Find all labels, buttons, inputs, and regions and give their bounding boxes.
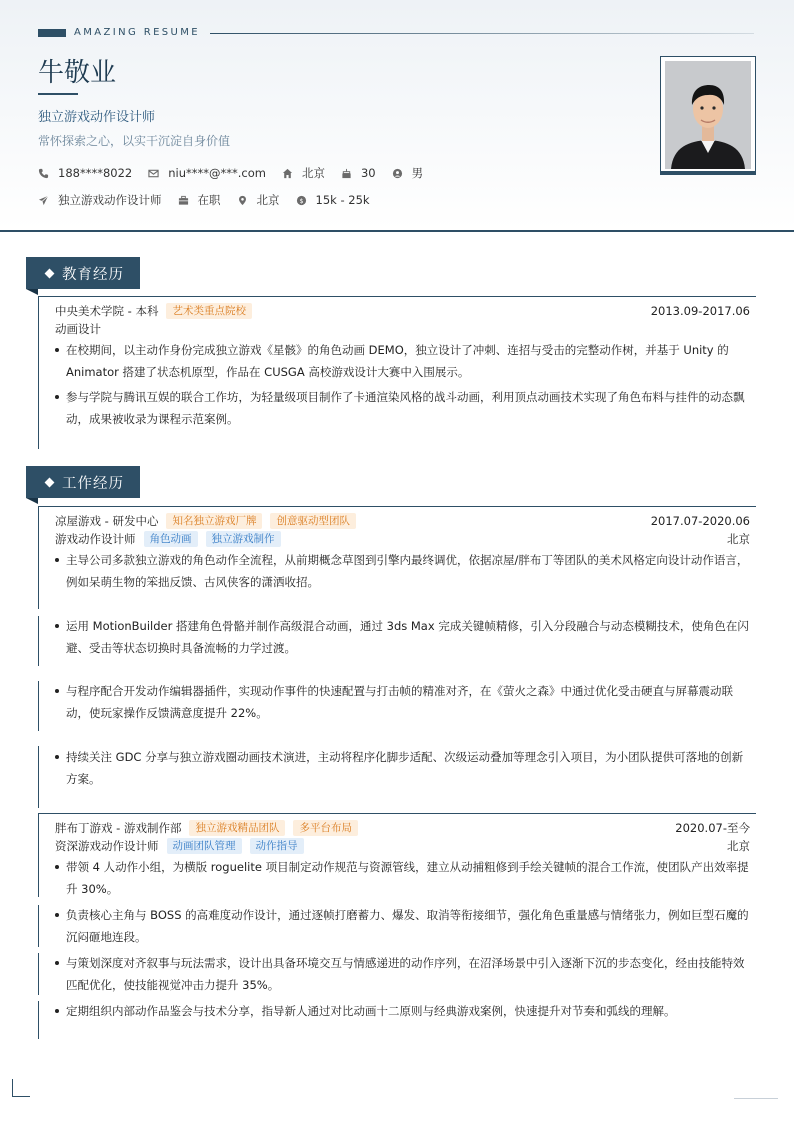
- company-name: 胖布丁游戏 - 游戏制作部: [55, 821, 182, 835]
- job-bullet: 运用 MotionBuilder 搭建角色骨骼并制作高级混合动画，通过 3ds Max 完成关键帧精修，引入分段融合与动态模糊技术，使角色在闪避、受击等状态切换时具备流畅的力学过渡。: [55, 615, 753, 659]
- salary-text: 15k - 25k: [315, 193, 370, 207]
- send-icon: [38, 195, 49, 206]
- gender-text: 男: [411, 166, 424, 180]
- job-role-row: [55, 838, 750, 854]
- age-text: 30: [360, 166, 376, 180]
- page-corner-line: [734, 1098, 778, 1099]
- residence-info: [282, 165, 325, 181]
- job-role-row: [55, 531, 750, 547]
- job-role: 游戏动作设计师: [55, 532, 136, 546]
- work-section-title: [26, 466, 140, 498]
- school-tag: 艺术类重点院校: [166, 303, 252, 319]
- education-timeline-line: [38, 296, 39, 449]
- home-icon: [282, 168, 293, 179]
- residence-text: 北京: [301, 166, 325, 180]
- job-bullet: 负责核心主角与 BOSS 的高难度动作设计，通过逐帧打磨蓄力、爆发、取消等衔接细节，强化角色重量感与情绪张力，例如巨型石魔的沉闷砸地连段。: [55, 904, 753, 948]
- job-timeline-line: [38, 746, 39, 808]
- job-date: 2017.07-2020.06: [650, 514, 750, 528]
- photo-frame-accent: [660, 171, 756, 175]
- intent-city-info: [237, 192, 280, 208]
- job-timeline-line: [38, 1001, 39, 1039]
- employment-status-info: [178, 192, 221, 208]
- job-block-border: [38, 506, 756, 507]
- phone-text: 188****8022: [58, 166, 133, 180]
- email-info: [148, 166, 266, 180]
- job-bullet: 与策划深度对齐叙事与玩法需求，设计出具备环境交互与情感递进的动作序列，在沼泽场景中引入逐渐下沉的步态变化，经由技能特效匹配优化，使技能视觉冲击力提升 35%。: [55, 952, 753, 996]
- candidate-name: 牛敬业: [38, 58, 117, 88]
- job-timeline-line: [38, 905, 39, 947]
- education-section-title: [26, 257, 140, 289]
- role-tag: 动画团队管理: [167, 838, 242, 854]
- major-row: [55, 321, 750, 337]
- tagline-divider: [210, 33, 754, 34]
- phone-icon: [38, 168, 49, 179]
- job-timeline-line: [38, 506, 39, 609]
- salary-info: [296, 193, 370, 207]
- company-tag: 独立游戏精品团队: [189, 820, 285, 836]
- school-name: 中央美术学院 - 本科: [55, 304, 159, 318]
- location-pin-icon: [237, 195, 248, 206]
- gender-info: [392, 165, 424, 181]
- job-bullet: 与程序配合开发动作编辑器插件，实现动作事件的快速配置与打击帧的精准对齐，在《萤火之森》中通过优化受击硬直与屏幕震动联动，使玩家操作反馈满意度提升 22%。: [55, 680, 753, 724]
- company-tag: 多平台布局: [293, 820, 358, 836]
- job-city: 北京: [727, 839, 750, 853]
- diamond-icon: [45, 477, 55, 487]
- education-block-border: [38, 296, 756, 297]
- job-timeline-line: [38, 953, 39, 995]
- job-role: 资深游戏动作设计师: [55, 839, 159, 853]
- major: 动画设计: [55, 322, 101, 336]
- profile-photo-frame: [660, 56, 756, 174]
- job-bullet: 主导公司多款独立游戏的角色动作全流程，从前期概念草图到引擎内最终调优，依据凉屋/胖布丁等团队的美术风格定向设计动作语言，例如呆萌生物的笨拙反馈、古风侠客的潇洒收招。: [55, 549, 753, 593]
- company-tag: 知名独立游戏厂牌: [166, 513, 262, 529]
- education-header-row: [55, 303, 750, 319]
- job-bullet: 定期组织内部动作品鉴会与技术分享，指导新人通过对比动画十二原则与经典游戏案例，快速提升对节奏和弧线的理解。: [55, 1000, 753, 1022]
- company-tag: 创意驱动型团队: [270, 513, 356, 529]
- ribbon-fold: [26, 289, 38, 295]
- contact-info-row: [38, 165, 439, 181]
- resume-header: [0, 0, 794, 232]
- age-info: [341, 166, 376, 180]
- profile-photo: [665, 61, 751, 169]
- education-bullet: 参与学院与腾讯互娱的联合工作坊，为轻量级项目制作了卡通渲染风格的战斗动画，利用顶点动画技术实现了角色布料与挂件的动态飘动，成果被收录为课程示范案例。: [55, 386, 753, 430]
- job-company-row: [55, 513, 750, 529]
- tagline: AMAZING RESUME: [74, 27, 200, 38]
- page-corner-mark: [12, 1079, 30, 1097]
- gender-icon: [392, 168, 403, 179]
- job-title: 独立游戏动作设计师: [38, 110, 156, 125]
- job-company-row: [55, 820, 750, 836]
- job-block-border: [38, 813, 756, 814]
- briefcase-icon: [178, 195, 189, 206]
- phone-info: [38, 166, 132, 180]
- intent-position-info: [38, 192, 162, 208]
- job-bullet: 带领 4 人动作小组，为横版 roguelite 项目制定动作规范与资源管线，建立从动捕粗修到手绘关键帧的混合工作流，使团队产出效率提升 30%。: [55, 856, 753, 900]
- job-city: 北京: [727, 532, 750, 546]
- education-date: 2013.09-2017.06: [650, 304, 750, 318]
- job-timeline-line: [38, 681, 39, 731]
- role-tag: 动作指导: [250, 838, 304, 854]
- intent-city-text: 北京: [256, 193, 280, 207]
- salary-icon: [296, 195, 307, 206]
- job-intent-row: [38, 192, 386, 208]
- cake-icon: [341, 168, 352, 179]
- diamond-icon: [45, 268, 55, 278]
- job-timeline-line: [38, 813, 39, 897]
- job-date: 2020.07-至今: [675, 821, 750, 835]
- job-timeline-line: [38, 616, 39, 666]
- intent-position-text: 独立游戏动作设计师: [58, 193, 162, 207]
- svg-text:$: $: [298, 196, 304, 205]
- role-tag: 角色动画: [144, 531, 198, 547]
- personal-motto: 常怀探索之心，以实干沉淀自身价值: [38, 134, 231, 148]
- employment-status-text: 在职: [197, 193, 221, 207]
- education-bullet: 在校期间，以主动作身份完成独立游戏《星骸》的角色动画 DEMO，独立设计了冲刺、连招与受击的完整动作树，并基于 Unity 的 Animator 搭建了状态机原型，作品在 CUSGA 高校游戏设计大赛中入围展示。: [55, 339, 753, 383]
- education-heading: 教育经历: [62, 266, 124, 283]
- mail-icon: [148, 168, 159, 179]
- name-underline: [38, 93, 78, 95]
- work-heading: 工作经历: [62, 475, 124, 492]
- email-text: niu****@***.com: [168, 166, 266, 180]
- role-tag: 独立游戏制作: [206, 531, 281, 547]
- tagline-accent-bar: [38, 29, 66, 37]
- ribbon-fold: [26, 498, 38, 504]
- job-bullet: 持续关注 GDC 分享与独立游戏圈动画技术演进，主动将程序化脚步适配、次级运动叠加等理念引入项目，为小团队提供可落地的创新方案。: [55, 746, 753, 790]
- company-name: 凉屋游戏 - 研发中心: [55, 514, 159, 528]
